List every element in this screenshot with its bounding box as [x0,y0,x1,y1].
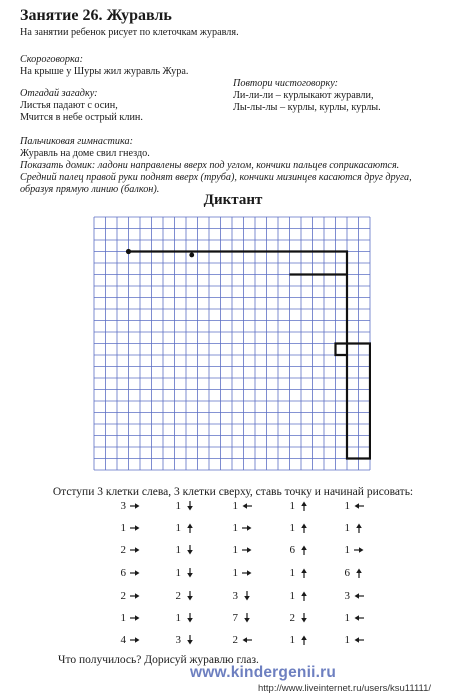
step-count: 1 [344,612,350,624]
dictation-step [342,500,364,512]
step-count: 6 [120,567,126,579]
dictation-step [287,544,309,556]
step-count: 1 [120,522,126,534]
step-count: 1 [289,522,295,534]
dictation-step [287,612,309,624]
arrow-right-icon [130,501,140,511]
step-count: 3 [344,590,350,602]
arrow-left-icon [354,591,364,601]
dictation-step [287,590,309,602]
arrow-down-icon [185,501,195,511]
step-count: 2 [232,634,238,646]
crane-eye [189,253,194,258]
arrow-up-icon [299,591,309,601]
step-count: 2 [175,590,181,602]
arrow-up-icon [354,568,364,578]
step-count: 4 [120,634,126,646]
dictation-step [173,522,195,534]
step-count: 1 [289,500,295,512]
arrow-right-icon [242,568,252,578]
step-count: 1 [344,500,350,512]
step-count: 3 [232,590,238,602]
pure-phrase-line-1: Ли-ли-ли – курлыкают журавли, [233,90,374,101]
arrow-up-icon [299,523,309,533]
dictation-step [342,567,364,579]
step-count: 1 [175,500,181,512]
arrow-up-icon [299,545,309,555]
arrow-up-icon [185,523,195,533]
arrow-left-icon [242,635,252,645]
step-count: 2 [120,544,126,556]
arrow-right-icon [130,523,140,533]
finger-gym-label: Пальчиковая гимнастика: [20,136,133,147]
dictation-step [173,612,195,624]
arrow-down-icon [185,545,195,555]
step-count: 1 [232,567,238,579]
dictation-step [342,522,364,534]
step-count: 1 [232,544,238,556]
dictation-step [118,522,140,534]
tongue-twister-text: На крыше у Шуры жил журавль Жура. [20,66,189,77]
dictation-step [230,590,252,602]
finger-gym-instruction-3: образуя прямую линию (балкон). [20,184,160,195]
step-count: 6 [344,567,350,579]
dictation-step [230,500,252,512]
arrow-right-icon [130,591,140,601]
dictation-step [287,522,309,534]
step-count: 1 [289,590,295,602]
arrow-right-icon [130,613,140,623]
arrow-left-icon [354,635,364,645]
dictation-step [118,634,140,646]
dictation-step [342,612,364,624]
dictation-step [230,634,252,646]
riddle-line-1: Листья падают с осин, [20,100,118,111]
step-count: 1 [232,522,238,534]
dictation-instruction: Отступи 3 клетки слева, 3 клетки сверху, ставь точку и начинай рисовать: [52,486,414,498]
intro-text: На занятии ребенок рисует по клеточкам журавля. [20,27,239,38]
dictation-step [287,634,309,646]
dictation-step [287,567,309,579]
drawing-grid [93,216,371,478]
arrow-down-icon [185,635,195,645]
dictation-step [173,544,195,556]
arrow-right-icon [354,545,364,555]
arrow-down-icon [299,613,309,623]
arrow-left-icon [242,501,252,511]
step-count: 7 [232,612,238,624]
dictation-step [342,590,364,602]
pure-phrase-line-2: Лы-лы-лы – курлы, курлы, курлы. [233,102,381,113]
dictation-step [230,544,252,556]
arrow-down-icon [242,613,252,623]
step-count: 3 [175,634,181,646]
step-count: 2 [120,590,126,602]
arrow-left-icon [354,501,364,511]
arrow-right-icon [130,635,140,645]
step-count: 1 [175,522,181,534]
step-count: 1 [120,612,126,624]
step-count: 2 [289,612,295,624]
arrow-right-icon [130,545,140,555]
arrow-down-icon [185,591,195,601]
dictation-step [342,544,364,556]
pure-phrase-label: Повтори чистоговорку: [233,78,339,89]
source-url: http://www.liveinternet.ru/users/ksu11111/ [258,683,432,694]
arrow-up-icon [299,501,309,511]
dictation-step [230,522,252,534]
dictation-step [173,567,195,579]
step-count: 1 [289,567,295,579]
dictation-step [173,500,195,512]
dictation-step [287,500,309,512]
step-count: 1 [175,612,181,624]
riddle-line-2: Мчится в небе острый клин. [20,112,143,123]
arrow-down-icon [185,613,195,623]
step-count: 1 [344,544,350,556]
arrow-down-icon [185,568,195,578]
dictation-step [118,612,140,624]
finger-gym-instruction-2: Средний палец правой руки поднят вверх (труба), кончики мизинцев касаются друг друга, [20,172,412,183]
dictation-step [230,567,252,579]
arrow-right-icon [242,523,252,533]
step-count: 1 [175,567,181,579]
arrow-right-icon [130,568,140,578]
step-count: 1 [232,500,238,512]
finger-gym-instruction-1: Показать домик: ладони направлены вверх под углом, кончики пальцев соприкасаются. [20,160,400,171]
dictation-step [342,634,364,646]
arrow-left-icon [354,613,364,623]
watermark: www.kindergenii.ru [190,664,336,681]
step-count: 1 [344,522,350,534]
dictation-step [118,590,140,602]
arrow-up-icon [354,523,364,533]
start-dot [126,249,131,254]
arrow-up-icon [299,635,309,645]
dictation-title: Диктант [203,192,263,208]
step-count: 1 [289,634,295,646]
riddle-label: Отгадай загадку: [20,88,98,99]
arrow-up-icon [299,568,309,578]
step-count: 1 [175,544,181,556]
dictation-step [118,544,140,556]
step-count: 3 [120,500,126,512]
footer-question: Что получилось? Дорисуй журавлю глаз. [58,654,259,666]
tongue-twister-label: Скороговорка: [20,54,83,65]
step-count: 1 [344,634,350,646]
dictation-step [173,634,195,646]
dictation-step [173,590,195,602]
step-count: 6 [289,544,295,556]
finger-gym-text: Журавль на доме свил гнездо. [20,148,150,159]
dictation-step [118,500,140,512]
dictation-step [118,567,140,579]
arrow-right-icon [242,545,252,555]
page-title: Занятие 26. Журавль [20,7,172,24]
dictation-step [230,612,252,624]
arrow-down-icon [242,591,252,601]
